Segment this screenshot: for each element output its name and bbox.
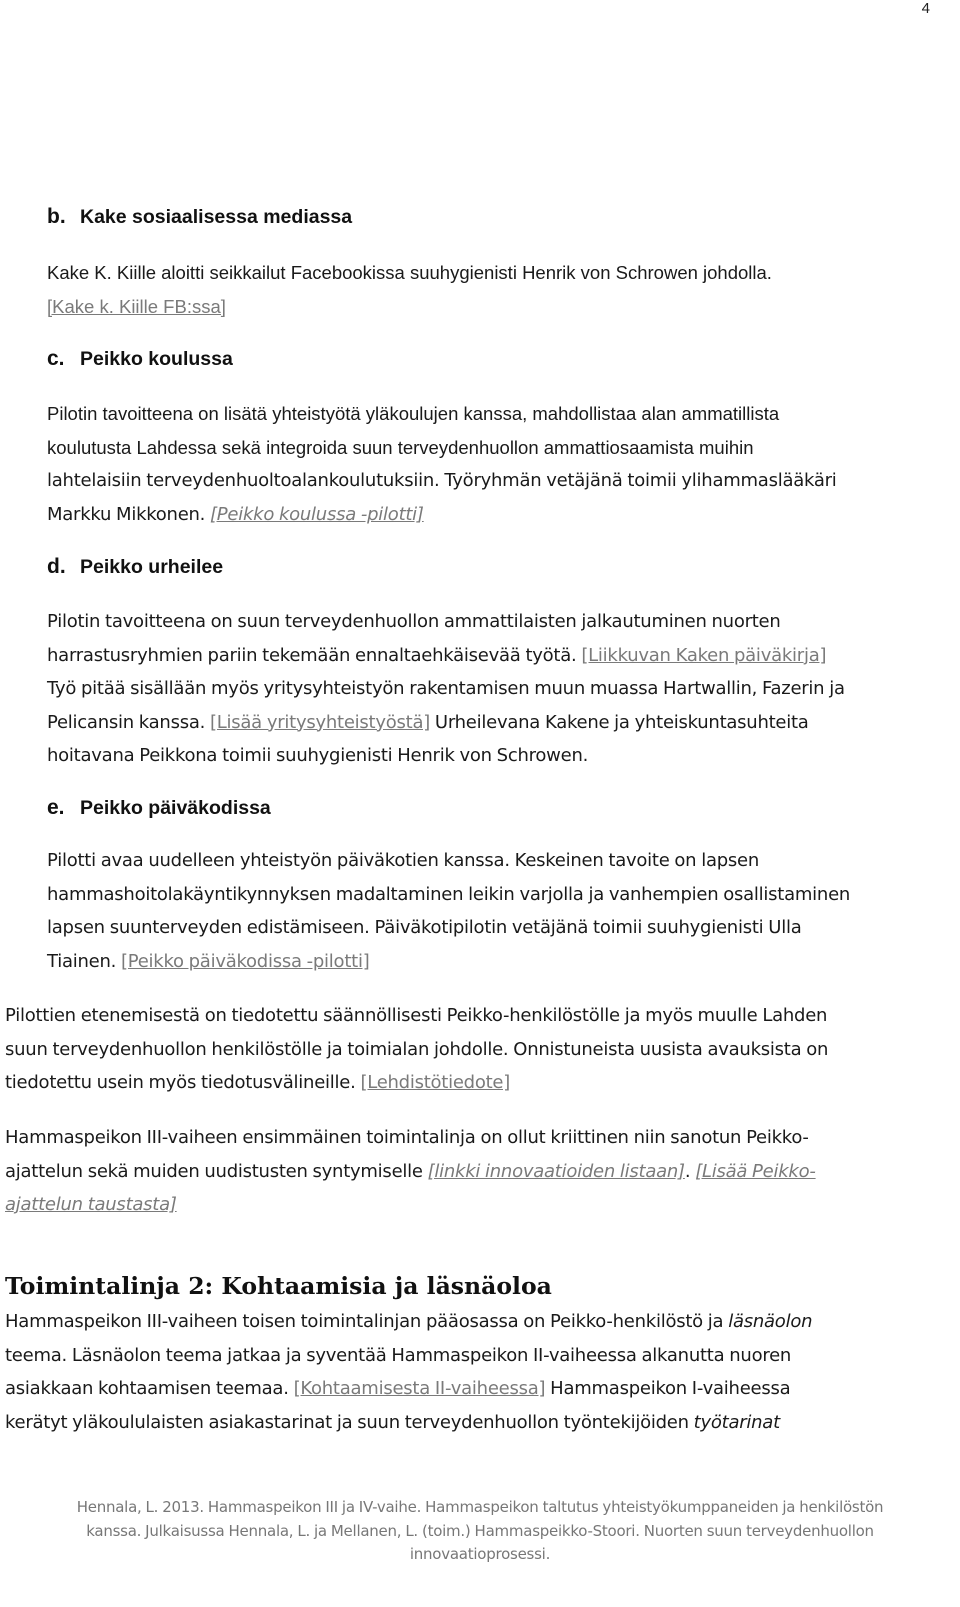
peikko-koulussa-link[interactable]: [Peikko koulussa -pilotti] <box>210 503 424 525</box>
section-e-line-3: lapsen suunterveyden edistämiseen. Päiväkotipilotin vetäjänä toimii suuhygienisti Ulla <box>47 917 802 938</box>
section-e-line-4-row <box>47 945 942 979</box>
page-number: 4 <box>921 0 930 17</box>
section-c-line-4-row <box>47 498 942 532</box>
section-c-body <box>47 397 942 464</box>
section-e-letter: e. <box>47 796 65 819</box>
section-c-line-3: lahtelaisiin terveydenhuoltoalankoulutuksiin. Työryhmän vetäjänä toimii ylihammaslääkäri <box>47 470 837 491</box>
footer-line-1: Hennala, L. 2013. Hammaspeikon III ja IV-vaihe. Hammaspeikon taltutus yhteistyökumppaneiden ja henkilöstön <box>76 1498 884 1516</box>
footer-line-2: kanssa. Julkaisussa Hennala, L. ja Mellanen, L. (toim.) Hammaspeikko-Stoori. Nuorten suun terveydenhuollon <box>86 1521 874 1540</box>
toimintalinja-body <box>5 1305 940 1439</box>
section-c-title: Peikko koulussa <box>80 348 233 370</box>
toimintalinja-line-1-row <box>5 1305 940 1339</box>
section-d-line-4: Pelicansin kanssa. <box>47 711 206 733</box>
toimintalinja-line-3a: asiakkaan kohtaamisen teemaa. <box>5 1378 289 1399</box>
phase-line-2: ajattelun sekä muiden uudistusten syntymiselle <box>5 1160 423 1182</box>
section-d-heading <box>47 554 942 580</box>
kake-fb-link[interactable]: [Kake k. Kiille FB:ssa] <box>47 295 226 317</box>
toimintalinja-line-2: teema. Läsnäolon teema jatkaa ja syventää Hammaspeikon II-vaiheessa alkanutta nuoren <box>5 1344 792 1366</box>
toimintalinja-title: Toimintalinja 2: Kohtaamisia ja läsnäoloa <box>5 1272 552 1300</box>
innovaatiot-link[interactable]: [linkki innovaatioiden listaan] <box>427 1160 685 1182</box>
section-c-letter: c. <box>47 347 65 370</box>
phase-sep: . <box>684 1160 691 1182</box>
info-line-3-row <box>5 1066 940 1100</box>
phase-line-2-row <box>5 1155 940 1189</box>
section-e-line-4: Tiainen. <box>47 950 117 972</box>
section-b-title: Kake sosiaalisessa mediassa <box>80 206 353 228</box>
phase-line-1: Hammaspeikon III-vaiheen ensimmäinen toimintalinja on ollut kriittinen niin sanotun Peikko- <box>5 1127 809 1148</box>
section-c-body-2 <box>47 464 942 531</box>
section-d-line-1: Pilotin tavoitteena on suun terveydenhuollon ammattilaisten jalkautuminen nuorten <box>47 611 781 632</box>
section-e <box>47 795 942 821</box>
toimintalinja-line-4a: kerätyt yläkoululaisten asiakastarinat ja suun terveydenhuollon työntekijöiden <box>5 1411 689 1433</box>
peikko-paivakodissa-link[interactable]: [Peikko päiväkodissa -pilotti] <box>120 950 370 972</box>
section-c-line-1: Pilotin tavoitteena on lisätä yhteistyötä yläkoulujen kanssa, mahdollistaa alan ammatillista <box>47 403 780 424</box>
kohtaamisesta-link[interactable]: [Kohtaamisesta II-vaiheessa] <box>293 1378 546 1399</box>
section-d-title: Peikko urheilee <box>80 556 224 578</box>
section-d-line-2: harrastusryhmien pariin tekemään ennaltaehkäisevää työtä. <box>47 644 577 666</box>
section-d <box>47 554 942 580</box>
yritysyhteistyo-link[interactable]: [Lisää yritysyhteistyöstä] <box>209 711 431 733</box>
footer-citation <box>0 1496 960 1567</box>
section-b-line-1: Kake K. Kiille aloitti seikkailut Facebookissa suuhygienisti Henrik von Schrowen johdolla. <box>47 262 772 283</box>
section-d-letter: d. <box>47 555 66 578</box>
toimintalinja-line-1a: Hammaspeikon III-vaiheen toisen toimintalinjan pääosassa on Peikko-henkilöstö ja <box>5 1311 724 1332</box>
toimintalinja-line-4-row <box>5 1406 940 1440</box>
phase-paragraph <box>5 1121 940 1222</box>
footer-line-3: innovaatioprosessi. <box>409 1545 551 1563</box>
toimintalinja-section <box>5 1269 940 1303</box>
info-line-3: tiedotettu usein myös tiedotusvälineille. <box>5 1072 356 1093</box>
section-e-body <box>47 844 942 978</box>
section-d-body <box>47 605 942 773</box>
liikkuvan-kaken-link[interactable]: [Liikkuvan Kaken päiväkirja] <box>581 644 827 666</box>
section-c-line-2: koulutusta Lahdessa sekä integroida suun terveydenhuollon ammattiosaamista muihin <box>47 436 754 458</box>
section-e-heading <box>47 795 942 821</box>
section-b <box>47 204 942 230</box>
section-e-line-1: Pilotti avaa uudelleen yhteistyön päiväkotien kanssa. Keskeinen tavoite on lapsen <box>47 850 760 871</box>
peikko-ajattelu-link-b[interactable]: ajattelun taustasta] <box>5 1194 177 1215</box>
section-d-line-2-row <box>47 639 942 673</box>
info-paragraph <box>5 999 940 1100</box>
peikko-ajattelu-link-a[interactable]: [Lisää Peikko- <box>695 1160 816 1182</box>
lehdistotiedote-link[interactable]: [Lehdistötiedote] <box>360 1072 511 1093</box>
info-line-2: suun terveydenhuollon henkilöstölle ja toimialan johdolle. Onnistuneista uusista avauksista on <box>5 1038 829 1060</box>
section-c-line-4: Markku Mikkonen. <box>47 503 206 525</box>
toimintalinja-line-3b: Hammaspeikon I-vaiheessa <box>550 1378 791 1399</box>
section-b-letter: b. <box>47 205 66 228</box>
info-line-1: Pilottien etenemisestä on tiedotettu säännöllisesti Peikko-henkilöstölle ja myös muulle Lahden <box>5 1005 828 1026</box>
section-d-line-5: hoitavana Peikkona toimii suuhygienisti Henrik von Schrowen. <box>47 745 589 766</box>
section-e-line-2: hammashoitolakäyntikynnyksen madaltaminen leikin varjolla ja vanhempien osallistaminen <box>47 883 851 905</box>
toimintalinja-line-1em: läsnäolon <box>728 1311 813 1332</box>
toimintalinja-line-4em: työtarinat <box>693 1411 780 1433</box>
section-d-line-3: Työ pitää sisällään myös yritysyhteistyön rakentamisen muun muassa Hartwallin, Fazerin ja <box>47 678 845 699</box>
toimintalinja-line-3-row <box>5 1372 940 1406</box>
section-c-heading <box>47 346 942 372</box>
section-d-line-4-row <box>47 706 942 740</box>
section-b-body <box>47 256 942 323</box>
section-b-heading <box>47 204 942 230</box>
section-e-title: Peikko päiväkodissa <box>80 797 271 819</box>
section-d-line-4b: Urheilevana Kakene ja yhteiskuntasuhteita <box>434 711 809 733</box>
section-c <box>47 346 942 372</box>
